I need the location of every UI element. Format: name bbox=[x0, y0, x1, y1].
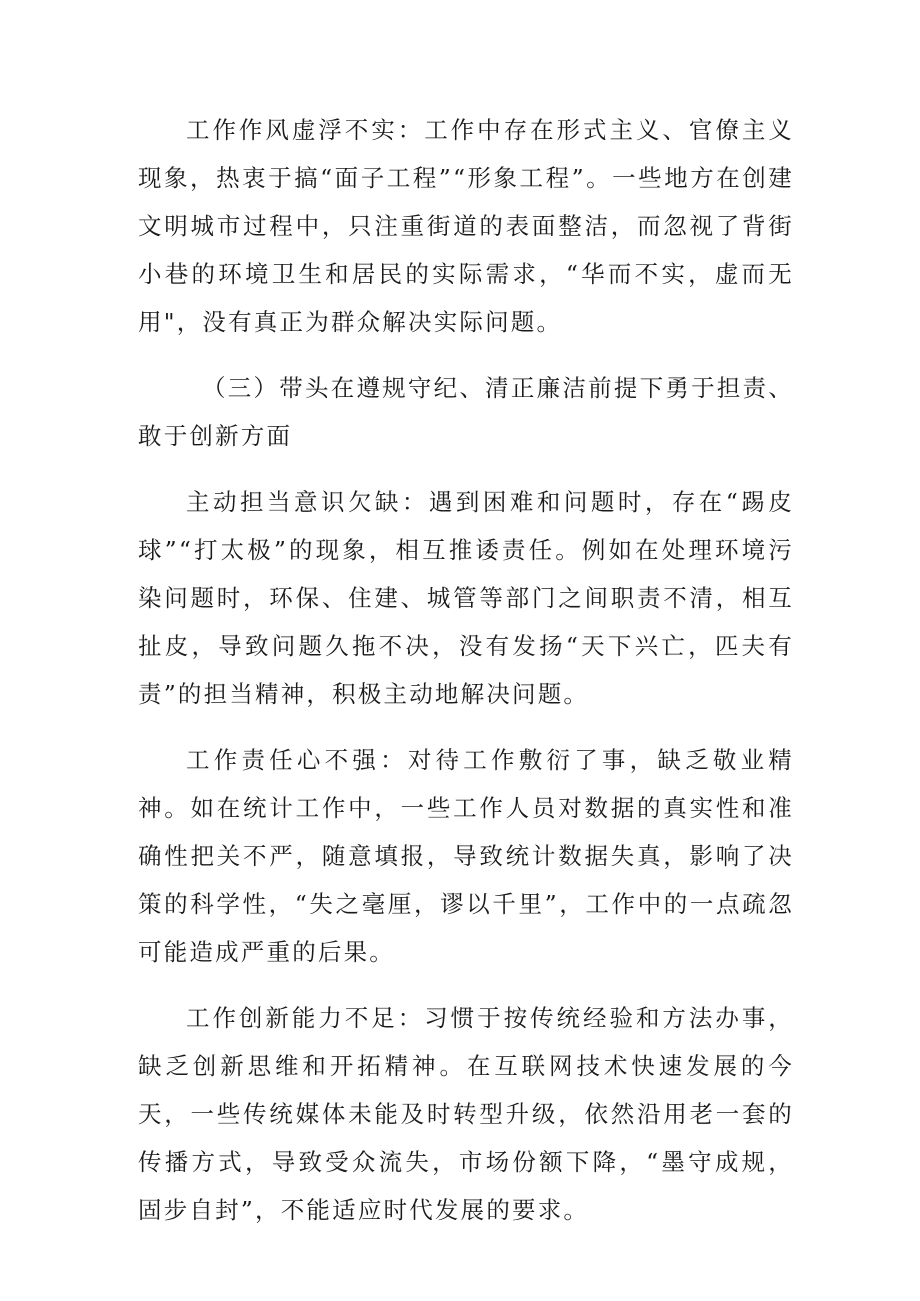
paragraph-innovation-ability: 工作创新能力不足：习惯于按传统经验和方法办事，缺乏创新思维和开拓精神。在互联网技术快速发展的今天，一些传统媒体未能及时转型升级，依然沿用老一套的传播方式，导致受众流失，市场份额下降，“墨守成规，固步自封”，不能适应时代发展的要求。 bbox=[138, 1004, 794, 1224]
paragraph-work-style: 工作作风虚浮不实：工作中存在形式主义、官僚主义现象，热衷于搞“面子工程”“形象工程”。一些地方在创建文明城市过程中，只注重街道的表面整洁，而忽视了背街小巷的环境卫生和居民的实际需求，“华而不实，虚而无用"，没有真正为群众解决实际问题。 bbox=[138, 116, 794, 336]
section-heading-three: （三）带头在遵规守纪、清正廉洁前提下勇于担责、敢于创新方面 bbox=[138, 374, 794, 450]
paragraph-responsibility-awareness: 主动担当意识欠缺：遇到困难和问题时，存在“踢皮球”“打太极”的现象，相互推诿责任。例如在处理环境污染问题时，环保、住建、城管等部门之间职责不清，相互扯皮，导致问题久拖不决，没有发扬“天下兴亡，匹夫有责”的担当精神，积极主动地解决问题。 bbox=[138, 488, 794, 708]
document-body bbox=[138, 106, 794, 1252]
paragraph-work-responsibility: 工作责任心不强：对待工作敷衍了事，缺乏敬业精神。如在统计工作中，一些工作人员对数据的真实性和准确性把关不严，随意填报，导致统计数据失真，影响了决策的科学性，“失之毫厘，谬以千里”，工作中的一点疏忽可能造成严重的后果。 bbox=[138, 746, 794, 966]
